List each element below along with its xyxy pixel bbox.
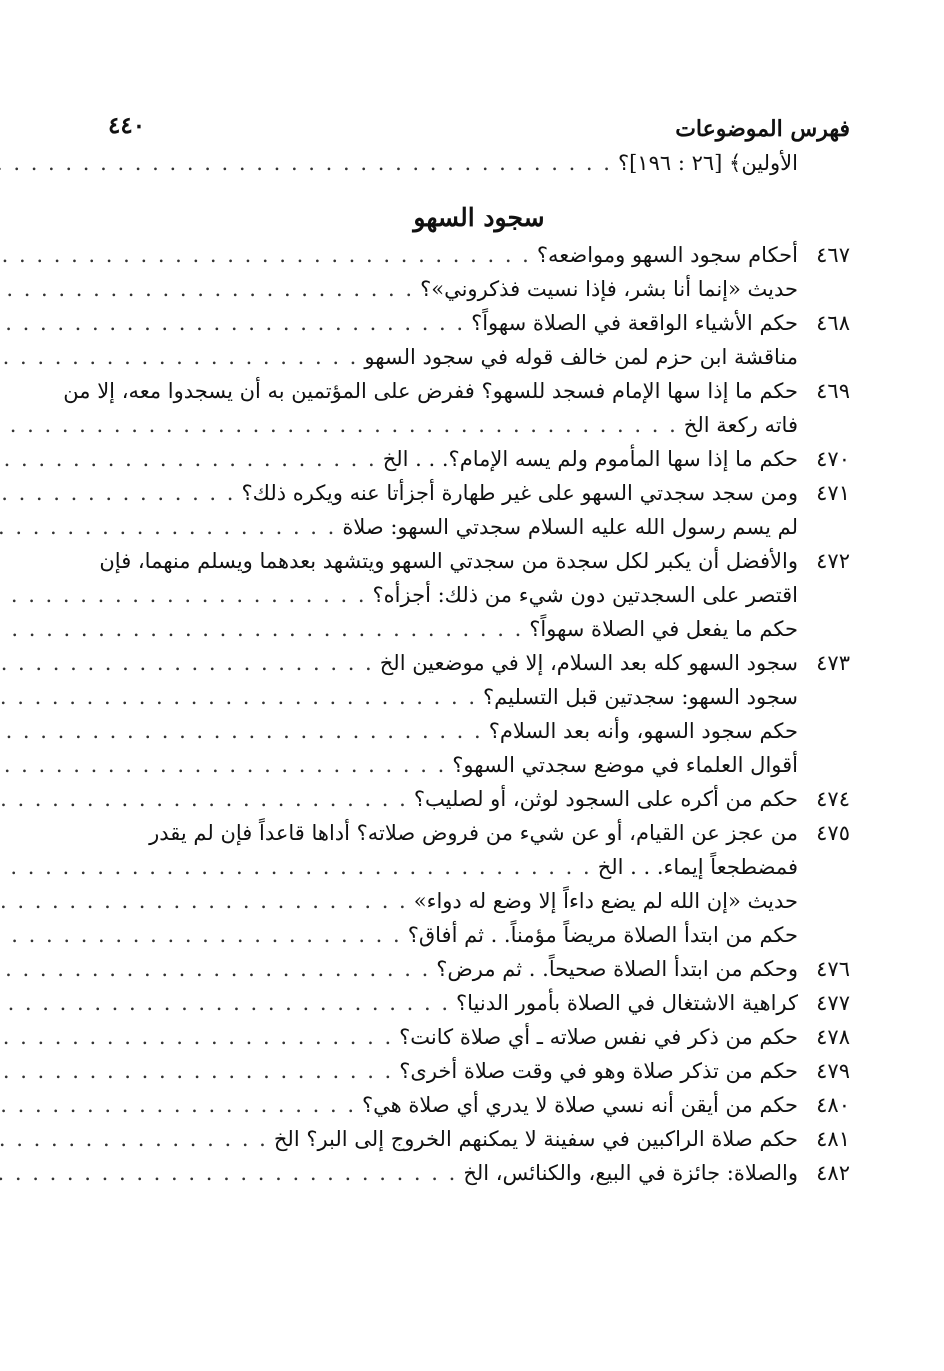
dot-leader	[0, 510, 336, 544]
toc-entry-number: ٤٦٧	[816, 243, 850, 267]
dot-leader	[0, 340, 358, 374]
toc-entry-text: حكم من تذكر صلاة وهو في وقت صلاة أخرى؟	[399, 1059, 798, 1083]
toc-entry-number: ٤٧٣	[816, 651, 850, 675]
dot-leader	[0, 408, 678, 442]
toc-entry	[108, 306, 850, 340]
toc-entry-text: حديث «إنما أنا بشر، فإذا نسيت فذكروني»؟	[420, 277, 798, 301]
dot-leader	[0, 1088, 356, 1122]
toc-entry-number: ٤٨٠	[816, 1093, 850, 1117]
toc-entry	[108, 1088, 850, 1122]
dot-leader	[0, 918, 402, 952]
toc-entry	[108, 680, 850, 714]
dot-leader	[0, 306, 465, 340]
dot-leader	[0, 146, 612, 180]
dot-leader	[0, 578, 367, 612]
toc-entry-text: حديث «إن الله لم يضع داءاً إلا وضع له دواء»	[413, 889, 798, 913]
toc-entry	[108, 510, 850, 544]
toc-entry-text: حكم صلاة الراكبين في سفينة لا يمكنهم الخروج إلى البر؟ الخ	[273, 1127, 798, 1151]
toc-entry	[108, 1020, 850, 1054]
dot-leader	[0, 748, 446, 782]
dot-leader	[0, 850, 592, 884]
toc-entry-text: اقتصر على السجدتين دون شيء من ذلك: أجزأه؟	[372, 583, 798, 607]
toc-entry	[108, 714, 850, 748]
dot-leader	[0, 272, 414, 306]
toc-entry	[108, 476, 850, 510]
dot-leader	[0, 680, 477, 714]
dot-leader	[0, 986, 450, 1020]
toc-entry	[108, 952, 850, 986]
toc-entry	[108, 986, 850, 1020]
toc-entry-number: ٤٧٨	[816, 1025, 850, 1049]
toc-entry-text: لم يسم رسول الله عليه السلام سجدتي السهو: صلاة	[342, 515, 798, 539]
toc-entry-text: كراهية الاشتغال في الصلاة بأمور الدنيا؟	[456, 991, 798, 1015]
toc-entry	[108, 918, 850, 952]
toc-entry	[108, 408, 850, 442]
toc-entry-text: فاته ركعة الخ	[683, 413, 798, 437]
toc-entry-number: ٤٧٧	[816, 991, 850, 1015]
toc-entry-number: ٤٧٦	[816, 957, 850, 981]
toc-entry-text: من عجز عن القيام، أو عن شيء من فروض صلاته؟ أداها قاعداً فإن لم يقدر	[149, 821, 798, 845]
toc-entry-text: حكم من أكره على السجود لوثن، أو لصليب؟	[413, 787, 798, 811]
toc-entry-number: ٤٧١	[816, 481, 850, 505]
dot-leader	[0, 1020, 393, 1054]
toc-entry-number: ٤٧٤	[816, 787, 850, 811]
toc-entry-number: ٤٦٩	[816, 379, 850, 403]
toc-entry	[108, 1156, 850, 1190]
toc-entry	[108, 442, 850, 476]
dot-leader	[0, 714, 483, 748]
toc-entry-text: حكم ما يفعل في الصلاة سهواً؟	[529, 617, 798, 641]
toc-entry	[108, 578, 850, 612]
toc-entry-text: حكم الأشياء الواقعة في الصلاة سهواً؟	[471, 311, 798, 335]
toc-entry	[108, 612, 850, 646]
toc-entry	[99, 544, 850, 578]
toc-entry-text: الأولين﴾ [٢٦ : ١٩٦]؟	[617, 151, 798, 175]
toc-entry	[108, 238, 850, 272]
toc-entry	[108, 340, 850, 374]
toc-entry-text: حكم من ذكر في نفس صلاته ـ أي صلاة كانت؟	[399, 1025, 798, 1049]
toc-entry-text: فمضطجعاً إيماء. . . الخ	[597, 855, 798, 879]
toc-entry-text: سجود السهو: سجدتين قبل التسليم؟	[483, 685, 798, 709]
dot-leader	[0, 646, 374, 680]
toc-entry	[108, 748, 850, 782]
toc-entry-text: ومن سجد سجدتي السهو على غير طهارة أجزأتا عنه ويكره ذلك؟	[241, 481, 798, 505]
toc-entry	[63, 374, 850, 408]
toc-entry-text: والصلاة: جائزة في البيع، والكنائس، الخ	[463, 1161, 798, 1185]
toc-entry	[108, 146, 850, 180]
page-title: فهرس الموضوعات	[675, 116, 850, 142]
dot-leader	[0, 952, 430, 986]
toc-entry	[108, 782, 850, 816]
toc-entry-text: حكم من أيقن أنه نسي صلاة لا يدري أي صلاة هي؟	[362, 1093, 798, 1117]
dot-leader	[0, 612, 523, 646]
toc-entry	[108, 884, 850, 918]
dot-leader	[0, 238, 531, 272]
toc-entry-text: أحكام سجود السهو ومواضعه؟	[536, 243, 798, 267]
dot-leader	[0, 1156, 457, 1190]
toc-entry-text: حكم ما إذا سها الإمام فسجد للسهو؟ ففرض على المؤتمين به أن يسجدوا معه، إلا من	[63, 379, 798, 403]
toc-entry-text: حكم ما إذا سها المأموم ولم يسه الإمام؟. . . الخ	[382, 447, 798, 471]
toc-entry	[108, 1054, 850, 1088]
toc-entry-number: ٤٧٢	[816, 549, 850, 573]
page-header	[108, 112, 850, 146]
dot-leader	[0, 442, 377, 476]
toc-entry-text: حكم سجود السهو، وأنه بعد السلام؟	[488, 719, 798, 743]
toc-entry	[108, 646, 850, 680]
toc-entry-text: مناقشة ابن حزم لمن خالف قوله في سجود السهو	[364, 345, 798, 369]
toc-entry-number: ٤٧٥	[816, 821, 850, 845]
toc-entry-text: سجود السهو كله بعد السلام، إلا في موضعين الخ	[379, 651, 798, 675]
dot-leader	[0, 782, 408, 816]
dot-leader	[0, 1122, 268, 1156]
toc-entry-number: ٤٨٢	[816, 1161, 850, 1185]
toc-page	[63, 112, 850, 1190]
dot-leader	[0, 1054, 393, 1088]
toc-entry	[108, 850, 850, 884]
toc-entry-text: حكم من ابتدأ الصلاة مريضاً مؤمناً. . ثم أفاق؟	[407, 923, 798, 947]
dot-leader	[0, 476, 235, 510]
toc-entry	[108, 1122, 850, 1156]
toc-entry-number: ٤٧٠	[816, 447, 850, 471]
toc-entry-text: أقوال العلماء في موضع سجدتي السهو؟	[452, 753, 798, 777]
toc-entry-number: ٤٧٩	[816, 1059, 850, 1083]
toc-entry	[108, 816, 850, 850]
toc-entry-text: وحكم من ابتدأ الصلاة صحيحاً. . ثم مرض؟	[436, 957, 798, 981]
page-number: ٤٤٠	[108, 112, 146, 139]
toc-entry-number: ٤٨١	[816, 1127, 850, 1151]
toc-entry	[108, 272, 850, 306]
toc-entry-text: والأفضل أن يكبر لكل سجدة من سجدتي السهو ويتشهد بعدهما ويسلم منهما، فإن	[99, 549, 798, 573]
dot-leader	[0, 884, 408, 918]
toc-entries	[63, 238, 850, 1190]
toc-entry-number: ٤٦٨	[816, 311, 850, 335]
section-heading: سجود السهو	[413, 203, 545, 232]
